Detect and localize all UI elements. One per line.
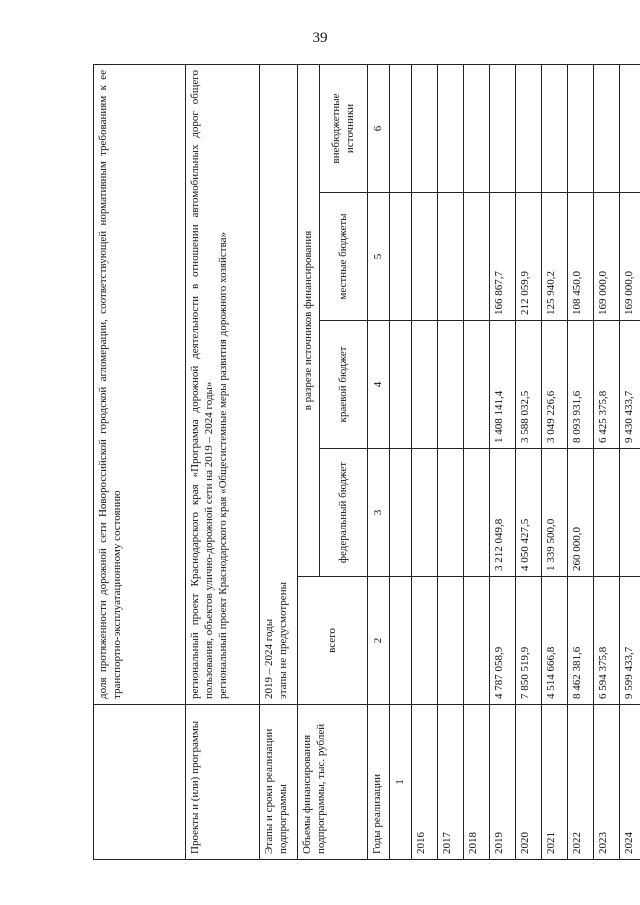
project-line: региональный проект Краснодарского края «Программа дорожной деятельности в отношении автомобильных дорог общего пользования, объектов улично-дорожной сети на 2019 – 2024 годы» xyxy=(189,70,215,699)
year-cell: 2017 xyxy=(438,705,464,860)
value-cell-fed xyxy=(464,449,490,577)
value-cell-loc: 212 059,9 xyxy=(516,193,542,321)
value-cell-ext xyxy=(568,65,594,193)
table-row xyxy=(94,65,186,860)
table-row xyxy=(260,65,298,860)
value-cell-ext xyxy=(620,65,640,193)
year-cell: 2018 xyxy=(464,705,490,860)
empty-cell xyxy=(390,577,412,705)
col-number-first: 1 xyxy=(390,705,412,860)
finance-label: Объемы финансирования подпрограммы, тыс. рублей xyxy=(298,705,368,860)
table-row xyxy=(390,65,412,860)
value-cell-loc xyxy=(412,193,438,321)
rotated-table-block xyxy=(93,65,635,860)
value-cell-reg: 1 408 141,4 xyxy=(490,321,516,449)
year-cell: 2019 xyxy=(490,705,516,860)
value-cell-ext xyxy=(594,65,620,193)
value-cell-reg: 6 425 375,8 xyxy=(594,321,620,449)
value-cell-loc: 169 000,0 xyxy=(594,193,620,321)
col-number: 2 xyxy=(368,577,390,705)
col-number: 4 xyxy=(368,321,390,449)
value-cell-fed xyxy=(594,449,620,577)
year-cell: 2022 xyxy=(568,705,594,860)
row-label-stages: Этапы и сроки реализации подпрограммы xyxy=(260,705,298,860)
col-fed-header: федеральный бюджет xyxy=(320,449,368,577)
value-cell-reg xyxy=(464,321,490,449)
stages-text xyxy=(260,65,298,705)
page-number: 39 xyxy=(312,30,328,46)
year-cell: 2016 xyxy=(412,705,438,860)
empty-cell xyxy=(390,65,412,193)
value-cell-fed xyxy=(412,449,438,577)
finance-row xyxy=(490,65,516,860)
stage-line: 2019 – 2024 годы xyxy=(263,618,275,699)
value-cell-fed: 1 339 500,0 xyxy=(542,449,568,577)
project-line: региональный проект Краснодарского края «Общесистемные меры развития дорожного хозяйства» xyxy=(216,231,229,699)
value-cell-loc xyxy=(438,193,464,321)
value-cell-total: 6 594 375,8 xyxy=(594,577,620,705)
year-rows xyxy=(412,65,640,860)
value-cell-ext xyxy=(438,65,464,193)
value-cell-total: 7 850 519,9 xyxy=(516,577,542,705)
projects-text xyxy=(186,65,260,705)
col-group-header: в разрезе источников финансирования xyxy=(298,65,320,577)
col-loc-header: местные бюджеты xyxy=(320,193,368,321)
value-cell-total: 4 787 058,9 xyxy=(490,577,516,705)
col-reg-header: краевой бюджет xyxy=(320,321,368,449)
value-cell-ext xyxy=(542,65,568,193)
value-cell-ext xyxy=(516,65,542,193)
year-cell: 2023 xyxy=(594,705,620,860)
stage-line: этапы не предусмотрены xyxy=(276,582,289,699)
col-ext-header: внебюджетные источники xyxy=(320,65,368,193)
value-cell-loc: 125 940,2 xyxy=(542,193,568,321)
year-cell: 2021 xyxy=(542,705,568,860)
empty-cell xyxy=(390,321,412,449)
value-cell-total xyxy=(438,577,464,705)
value-cell-fed: 260 000,0 xyxy=(568,449,594,577)
finance-row xyxy=(542,65,568,860)
value-cell-total xyxy=(464,577,490,705)
value-cell-total: 4 514 666,8 xyxy=(542,577,568,705)
col-total-header: всего xyxy=(298,577,368,705)
value-cell-ext xyxy=(490,65,516,193)
value-cell-loc: 108 450,0 xyxy=(568,193,594,321)
finance-row xyxy=(568,65,594,860)
value-cell-reg xyxy=(438,321,464,449)
finance-row xyxy=(620,65,640,860)
table-row xyxy=(298,65,320,860)
year-cell: 2024 xyxy=(620,705,640,860)
value-cell-total xyxy=(412,577,438,705)
table-row xyxy=(368,65,390,860)
row-label-projects: Проекты и (или) программы xyxy=(186,705,260,860)
finance-row xyxy=(438,65,464,860)
years-label: Годы реализации xyxy=(368,705,390,860)
value-cell-ext xyxy=(412,65,438,193)
value-cell-fed: 4 050 427,5 xyxy=(516,449,542,577)
year-cell: 2020 xyxy=(516,705,542,860)
indicator-text: доля протяженности дорожной сети Новороссийской городской агломерации, соответствующей нормативным требованиям к ее транспортно-эксплуатационному состоянию xyxy=(94,65,186,705)
value-cell-loc xyxy=(464,193,490,321)
value-cell-total: 8 462 381,6 xyxy=(568,577,594,705)
finance-row xyxy=(412,65,438,860)
value-cell-reg: 3 588 032,5 xyxy=(516,321,542,449)
empty-cell xyxy=(390,193,412,321)
row-label xyxy=(94,705,186,860)
value-cell-ext xyxy=(464,65,490,193)
table-row xyxy=(186,65,260,860)
value-cell-total: 9 599 433,7 xyxy=(620,577,640,705)
value-cell-reg: 9 430 433,7 xyxy=(620,321,640,449)
value-cell-fed xyxy=(438,449,464,577)
value-cell-loc: 166 867,7 xyxy=(490,193,516,321)
col-number: 6 xyxy=(368,65,390,193)
col-number: 3 xyxy=(368,449,390,577)
empty-cell xyxy=(390,449,412,577)
value-cell-reg xyxy=(412,321,438,449)
finance-row xyxy=(594,65,620,860)
finance-row xyxy=(464,65,490,860)
value-cell-fed: 3 212 049,8 xyxy=(490,449,516,577)
value-cell-reg: 3 049 226,6 xyxy=(542,321,568,449)
value-cell-fed xyxy=(620,449,640,577)
col-number: 5 xyxy=(368,193,390,321)
finance-row xyxy=(516,65,542,860)
passport-table xyxy=(93,64,640,860)
value-cell-loc: 169 000,0 xyxy=(620,193,640,321)
value-cell-reg: 8 093 931,6 xyxy=(568,321,594,449)
